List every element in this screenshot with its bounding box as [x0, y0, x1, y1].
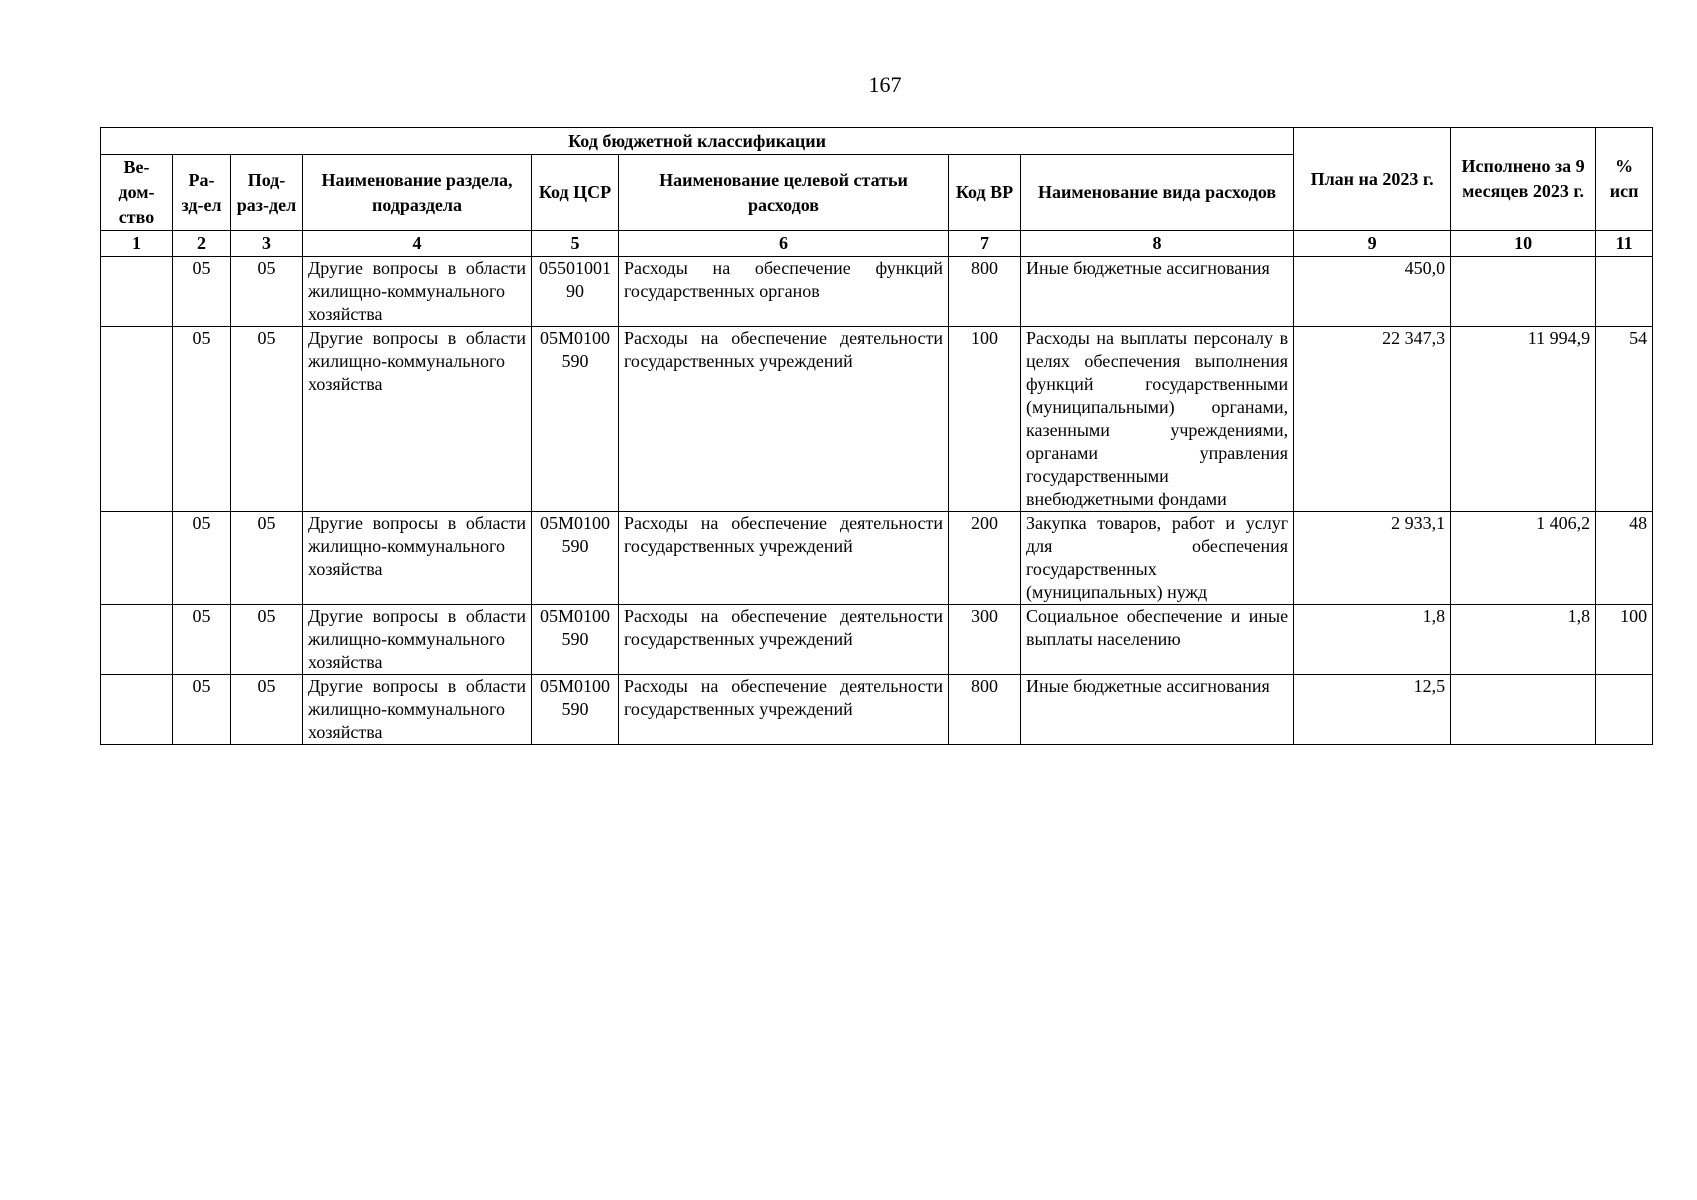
column-number: 1 [101, 231, 173, 257]
column-number: 11 [1596, 231, 1653, 257]
cell-podrazdel: 05 [231, 512, 303, 605]
column-number: 9 [1294, 231, 1451, 257]
column-number: 3 [231, 231, 303, 257]
header-vr: Код ВР [949, 155, 1021, 231]
cell-csr: 0550100190 [532, 257, 619, 327]
cell-vedomstvo [101, 257, 173, 327]
cell-expense-name: Расходы на выплаты персоналу в целях обеспечения выполнения функций государственными (муниципальными) органами, казенными учреждениями, органами управления государственными внебюджетными фондами [1021, 327, 1294, 512]
cell-target-name: Расходы на обеспечение деятельности государственных учреждений [619, 327, 949, 512]
cell-csr: 05М0100590 [532, 512, 619, 605]
header-plan: План на 2023 г. [1294, 128, 1451, 231]
cell-csr: 05М0100590 [532, 605, 619, 675]
cell-razdel: 05 [173, 675, 231, 745]
cell-executed: 1 406,2 [1451, 512, 1596, 605]
cell-razdel: 05 [173, 605, 231, 675]
cell-executed [1451, 675, 1596, 745]
column-number: 2 [173, 231, 231, 257]
table-row [101, 675, 1653, 745]
cell-target-name: Расходы на обеспечение деятельности государственных учреждений [619, 675, 949, 745]
header-razdel: Ра-зд-ел [173, 155, 231, 231]
cell-vedomstvo [101, 605, 173, 675]
column-number: 10 [1451, 231, 1596, 257]
cell-plan: 22 347,3 [1294, 327, 1451, 512]
cell-razdel: 05 [173, 512, 231, 605]
cell-podrazdel: 05 [231, 327, 303, 512]
cell-csr: 05М0100590 [532, 327, 619, 512]
cell-expense-name: Закупка товаров, работ и услуг для обеспечения государственных (муниципальных) нужд [1021, 512, 1294, 605]
cell-vr: 800 [949, 675, 1021, 745]
header-vedomstvo: Ве-дом-ство [101, 155, 173, 231]
cell-razdel: 05 [173, 327, 231, 512]
cell-plan: 2 933,1 [1294, 512, 1451, 605]
column-number-row [101, 231, 1653, 257]
cell-razdel-name: Другие вопросы в области жилищно-коммунального хозяйства [303, 512, 532, 605]
cell-vr: 200 [949, 512, 1021, 605]
header-csr: Код ЦСР [532, 155, 619, 231]
cell-percent [1596, 257, 1653, 327]
header-executed: Исполнено за 9 месяцев 2023 г. [1451, 128, 1596, 231]
cell-percent: 100 [1596, 605, 1653, 675]
cell-target-name: Расходы на обеспечение деятельности государственных учреждений [619, 512, 949, 605]
page-number: 167 [868, 72, 902, 97]
cell-vedomstvo [101, 512, 173, 605]
cell-vedomstvo [101, 675, 173, 745]
cell-plan: 12,5 [1294, 675, 1451, 745]
cell-vr: 300 [949, 605, 1021, 675]
header-expense-name: Наименование вида расходов [1021, 155, 1294, 231]
cell-target-name: Расходы на обеспечение деятельности государственных учреждений [619, 605, 949, 675]
cell-razdel-name: Другие вопросы в области жилищно-коммунального хозяйства [303, 605, 532, 675]
cell-vr: 800 [949, 257, 1021, 327]
cell-expense-name: Социальное обеспечение и иные выплаты населению [1021, 605, 1294, 675]
cell-executed [1451, 257, 1596, 327]
budget-table [100, 127, 1653, 745]
cell-podrazdel: 05 [231, 675, 303, 745]
table-row [101, 327, 1653, 512]
cell-razdel-name: Другие вопросы в области жилищно-коммунального хозяйства [303, 675, 532, 745]
cell-podrazdel: 05 [231, 605, 303, 675]
cell-vedomstvo [101, 327, 173, 512]
cell-percent: 54 [1596, 327, 1653, 512]
header-razdel-name: Наименование раздела, подраздела [303, 155, 532, 231]
table-row [101, 257, 1653, 327]
cell-plan: 450,0 [1294, 257, 1451, 327]
table-row [101, 512, 1653, 605]
column-number: 6 [619, 231, 949, 257]
cell-razdel: 05 [173, 257, 231, 327]
cell-razdel-name: Другие вопросы в области жилищно-коммунального хозяйства [303, 327, 532, 512]
budget-classification-header: Код бюджетной классификации [101, 128, 1294, 155]
column-number: 5 [532, 231, 619, 257]
header-podrazdel: Под-раз-дел [231, 155, 303, 231]
cell-executed: 11 994,9 [1451, 327, 1596, 512]
table-row [101, 605, 1653, 675]
cell-target-name: Расходы на обеспечение функций государственных органов [619, 257, 949, 327]
cell-podrazdel: 05 [231, 257, 303, 327]
column-number: 8 [1021, 231, 1294, 257]
cell-expense-name: Иные бюджетные ассигнования [1021, 257, 1294, 327]
cell-expense-name: Иные бюджетные ассигнования [1021, 675, 1294, 745]
cell-executed: 1,8 [1451, 605, 1596, 675]
cell-razdel-name: Другие вопросы в области жилищно-коммунального хозяйства [303, 257, 532, 327]
column-number: 7 [949, 231, 1021, 257]
cell-plan: 1,8 [1294, 605, 1451, 675]
cell-vr: 100 [949, 327, 1021, 512]
cell-csr: 05М0100590 [532, 675, 619, 745]
cell-percent: 48 [1596, 512, 1653, 605]
header-target-name: Наименование целевой статьи расходов [619, 155, 949, 231]
cell-percent [1596, 675, 1653, 745]
header-percent: % исп [1596, 128, 1653, 231]
column-number: 4 [303, 231, 532, 257]
